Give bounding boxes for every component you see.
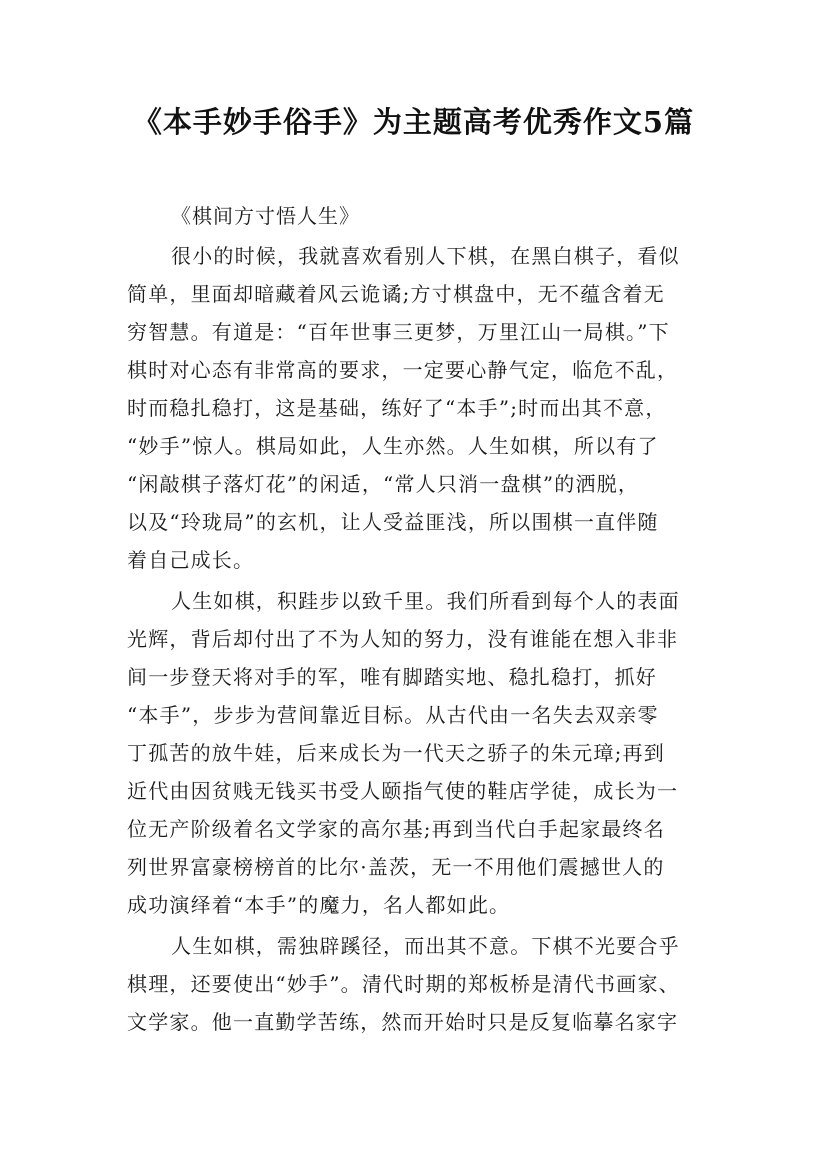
paragraph-line: 穷智慧。有道是：“百年世事三更梦，万里江山一局棋。”下 (127, 320, 670, 344)
paragraph-line: 位无产阶级着名文学家的高尔基;再到当代白手起家最终名 (127, 817, 665, 841)
paragraph-line: 很小的时候，我就喜欢看别人下棋，在黑白棋子，看似 (171, 244, 680, 268)
document-title: 《本手妙手俗手》为主题高考优秀作文5篇 (132, 105, 695, 139)
paragraph-line: 棋理，还要使出“妙手”。清代时期的郑板桥是清代书画家、 (127, 972, 680, 996)
paragraph-line: “妙手”惊人。棋局如此，人生亦然。人生如棋，所以有了 (127, 434, 659, 458)
paragraph-line: 间一步登天将对手的军，唯有脚踏实地、稳扎稳打，抓好 (127, 665, 657, 689)
essay-title: 《棋间方寸悟人生》 (171, 204, 360, 228)
paragraph-line: 列世界富豪榜榜首的比尔·盖茨，无一不用他们震撼世人的 (127, 855, 665, 879)
paragraph-line: 人生如棋，需独辟蹊径，而出其不意。下棋不光要合乎 (171, 934, 680, 958)
paragraph-line: 着自己成长。 (127, 548, 255, 572)
paragraph-line: “本手”，步步为营间靠近目标。从古代由一名失去双亲零 (127, 703, 659, 727)
paragraph-line: 近代由因贫贱无钱买书受人颐指气使的鞋店学徒，成长为一 (127, 779, 679, 803)
paragraph-line: 光辉，背后却付出了不为人知的努力，没有谁能在想入非非 (127, 627, 679, 651)
paragraph-line: 以及“玲珑局”的玄机，让人受益匪浅，所以围棋一直伴随 (127, 510, 659, 534)
paragraph-line: 文学家。他一直勤学苦练，然而开始时只是反复临摹名家字 (127, 1010, 679, 1034)
paragraph-line: 人生如棋，积跬步以致千里。我们所看到每个人的表面 (171, 589, 680, 613)
paragraph-line: 简单，里面却暗藏着风云诡谲;方寸棋盘中，无不蕴含着无 (127, 282, 665, 306)
paragraph-line: 棋时对心态有非常高的要求，一定要心静气定，临危不乱， (127, 358, 679, 382)
paragraph-line: 丁孤苦的放牛娃，后来成长为一代天之骄子的朱元璋;再到 (127, 741, 665, 765)
paragraph-line: 成功演绎着“本手”的魔力，名人都如此。 (127, 893, 511, 917)
paragraph-line: 时而稳扎稳打，这是基础，练好了“本手”;时而出其不意， (127, 396, 667, 420)
paragraph-line: “闲敲棋子落灯花”的闲适，“常人只消一盘棋”的洒脱， (127, 472, 640, 496)
